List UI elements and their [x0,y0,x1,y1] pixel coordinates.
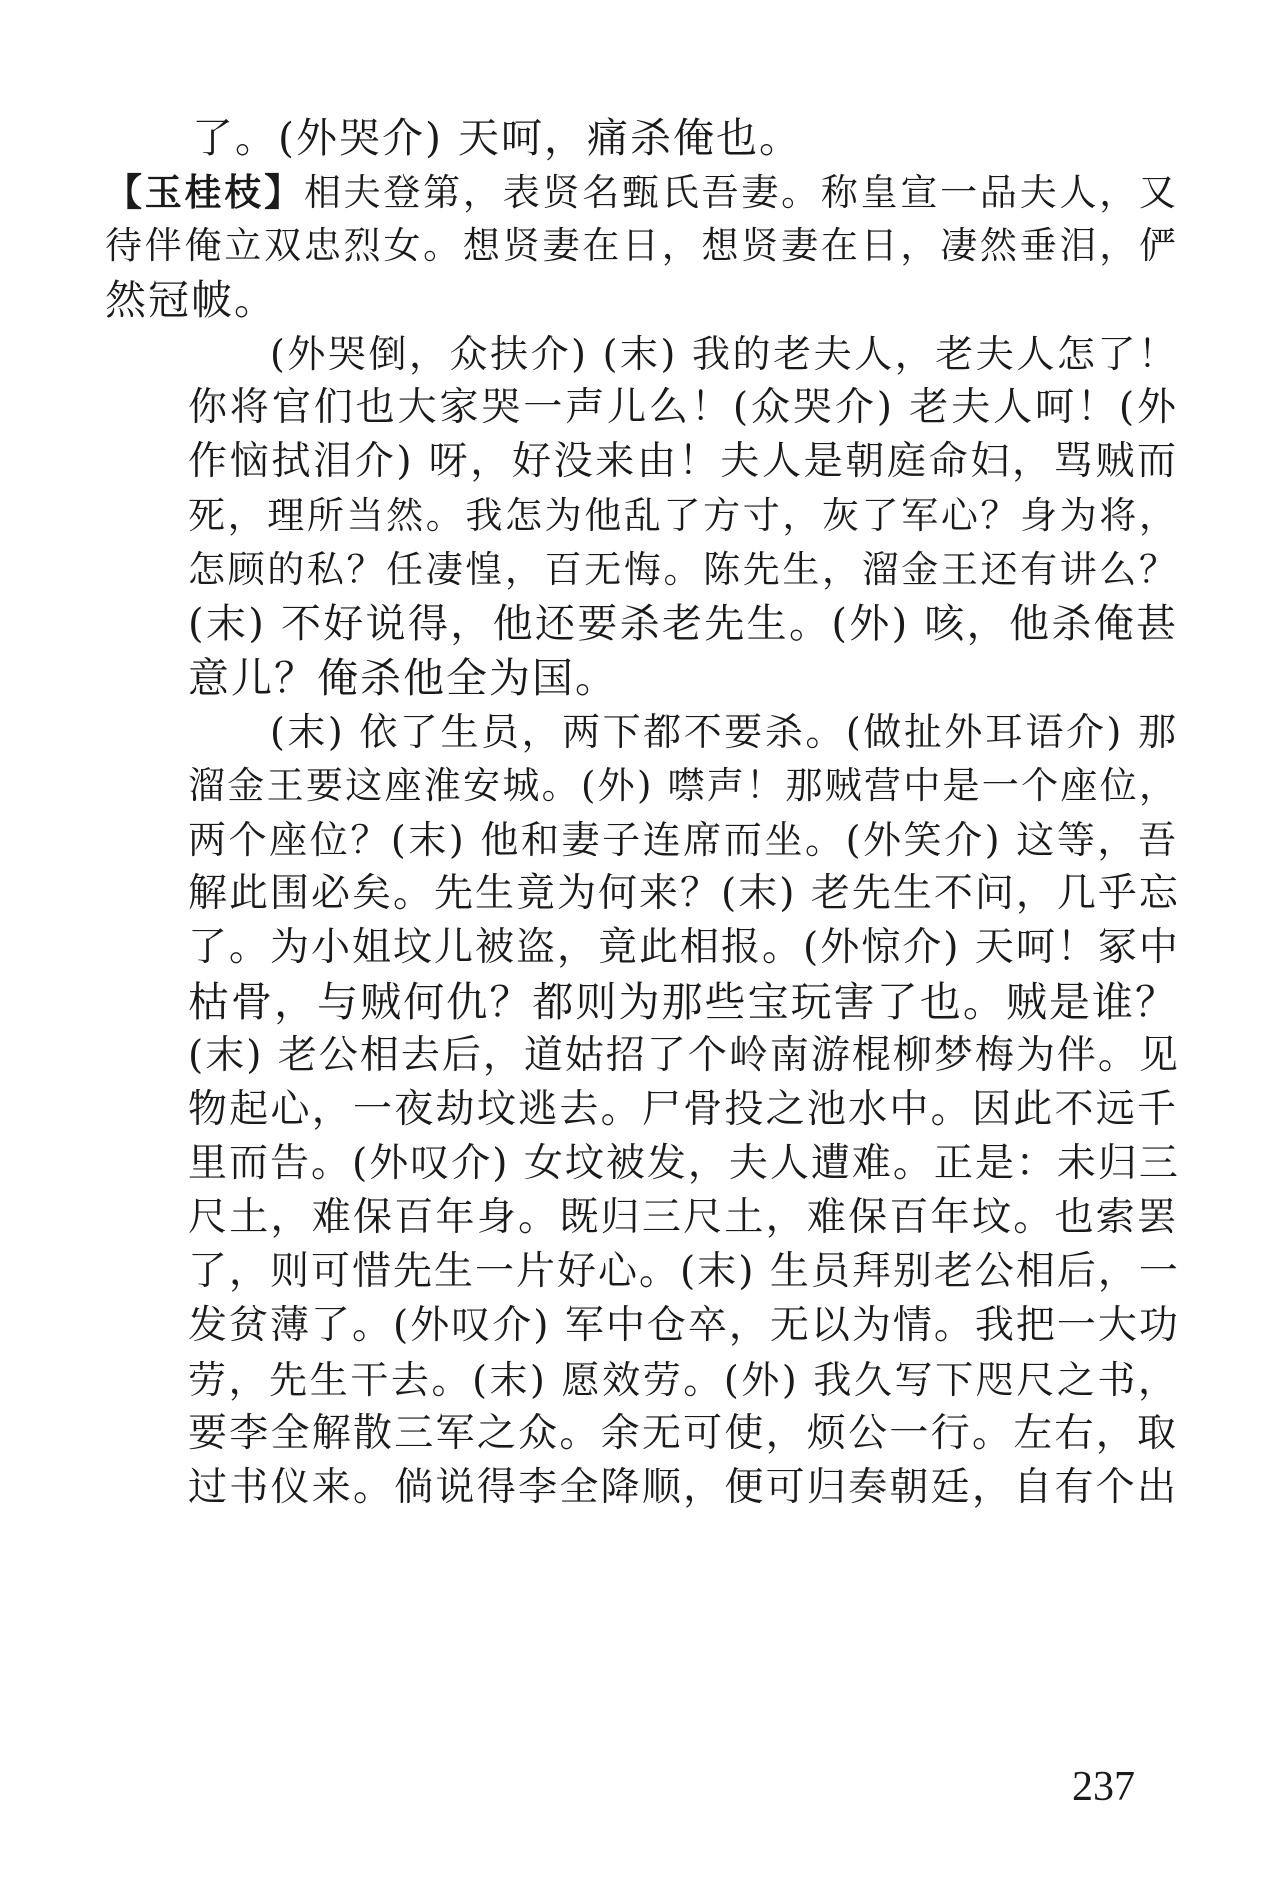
dialogue-p2-line-14: 要李全解散三军之众。余无可使，烦公一行。左右，取 [188,1411,1178,1456]
dialogue-p2-line-13: 劳，先生干去。(末) 愿效劳。(外) 我久写下咫尺之书， [188,1358,1178,1402]
dialogue-p1-line-5: 怎顾的私？任凄惶，百无悔。陈先生，溜金王还有讲么？ [188,548,1178,591]
dialogue-p2-line-9: 里而告。(外叹介) 女坟被发，夫人遭难。正是：未归三 [188,1141,1180,1186]
dialogue-p1-line-4: 死，理所当然。我怎为他乱了方寸，灰了军心？身为将， [188,494,1178,537]
dialogue-p1-line-7: 意儿？俺杀他全为国。 [188,654,618,702]
dialogue-p2-line-3: 两个座位？(末) 他和妻子连席而坐。(外笑介) 这等，吾 [188,818,1178,862]
tune-title: 【玉桂枝】 [105,170,304,214]
dialogue-p1-line-3: 作恼拭泪介) 呀，好没来由！夫人是朝庭命妇，骂贼而 [188,439,1178,484]
dialogue-p2-line-2: 溜金王要这座淮安城。(外) 噤声！那贼营中是一个座位， [188,764,1178,807]
dialogue-p1-line-1: (外哭倒，众扶介) (末) 我的老夫人，老夫人怎了！ [270,332,1178,376]
dialogue-p2-line-11: 了，则可惜先生一片好心。(末) 生员拜别老公相后，一 [188,1249,1180,1294]
dialogue-p2-line-7: (末) 老公相去后，道姑招了个岭南游棍柳梦梅为伴。见 [188,1033,1180,1078]
dialogue-p2-line-1: (末) 依了生员，两下都不要杀。(做扯外耳语介) 那 [270,710,1178,754]
dialogue-p1-line-2: 你将官们也大家哭一声儿么！(众哭介) 老夫人呵！(外 [188,385,1178,430]
dialogue-p2-line-8: 物起心，一夜劫坟逃去。尸骨投之池水中。因此不远千 [188,1087,1178,1132]
lyric-line-1: 了。(外哭介) 天呵，痛杀俺也。 [192,114,803,162]
lyric-line-4: 然冠帔。 [105,276,277,324]
dialogue-p2-line-5: 了。为小姐坟儿被盗，竟此相报。(外惊介) 天呵！冢中 [188,925,1180,970]
lyric-line-2-text: 相夫登第，表贤名甄氏吾妻。称皇宣一品夫人，又 [303,171,1179,214]
lyric-line-3: 待伴俺立双忠烈女。想贤妻在日，想贤妻在日，凄然垂泪，俨 [105,224,1178,267]
dialogue-p2-line-15: 过书仪来。倘说得李全降顺，便可归奏朝廷，自有个出 [188,1465,1178,1510]
lyric-line-2 [105,166,1178,219]
dialogue-p2-line-6: 枯骨，与贼何仇？都则为那些宝玩害了也。贼是谁？ [188,978,1178,1026]
page-number: 237 [1072,1764,1135,1810]
dialogue-p2-line-10: 尺土，难保百年身。既归三尺土，难保百年坟。也索罢 [188,1195,1178,1240]
dialogue-p1-line-6: (末) 不好说得，他还要杀老先生。(外) 咳，他杀俺甚 [188,601,1178,647]
dialogue-p2-line-4: 解此围必矣。先生竟为何来？(末) 老先生不问，几乎忘 [188,871,1180,916]
dialogue-p2-line-12: 发贫薄了。(外叹介) 军中仓卒，无以为情。我把一大功 [188,1303,1180,1348]
